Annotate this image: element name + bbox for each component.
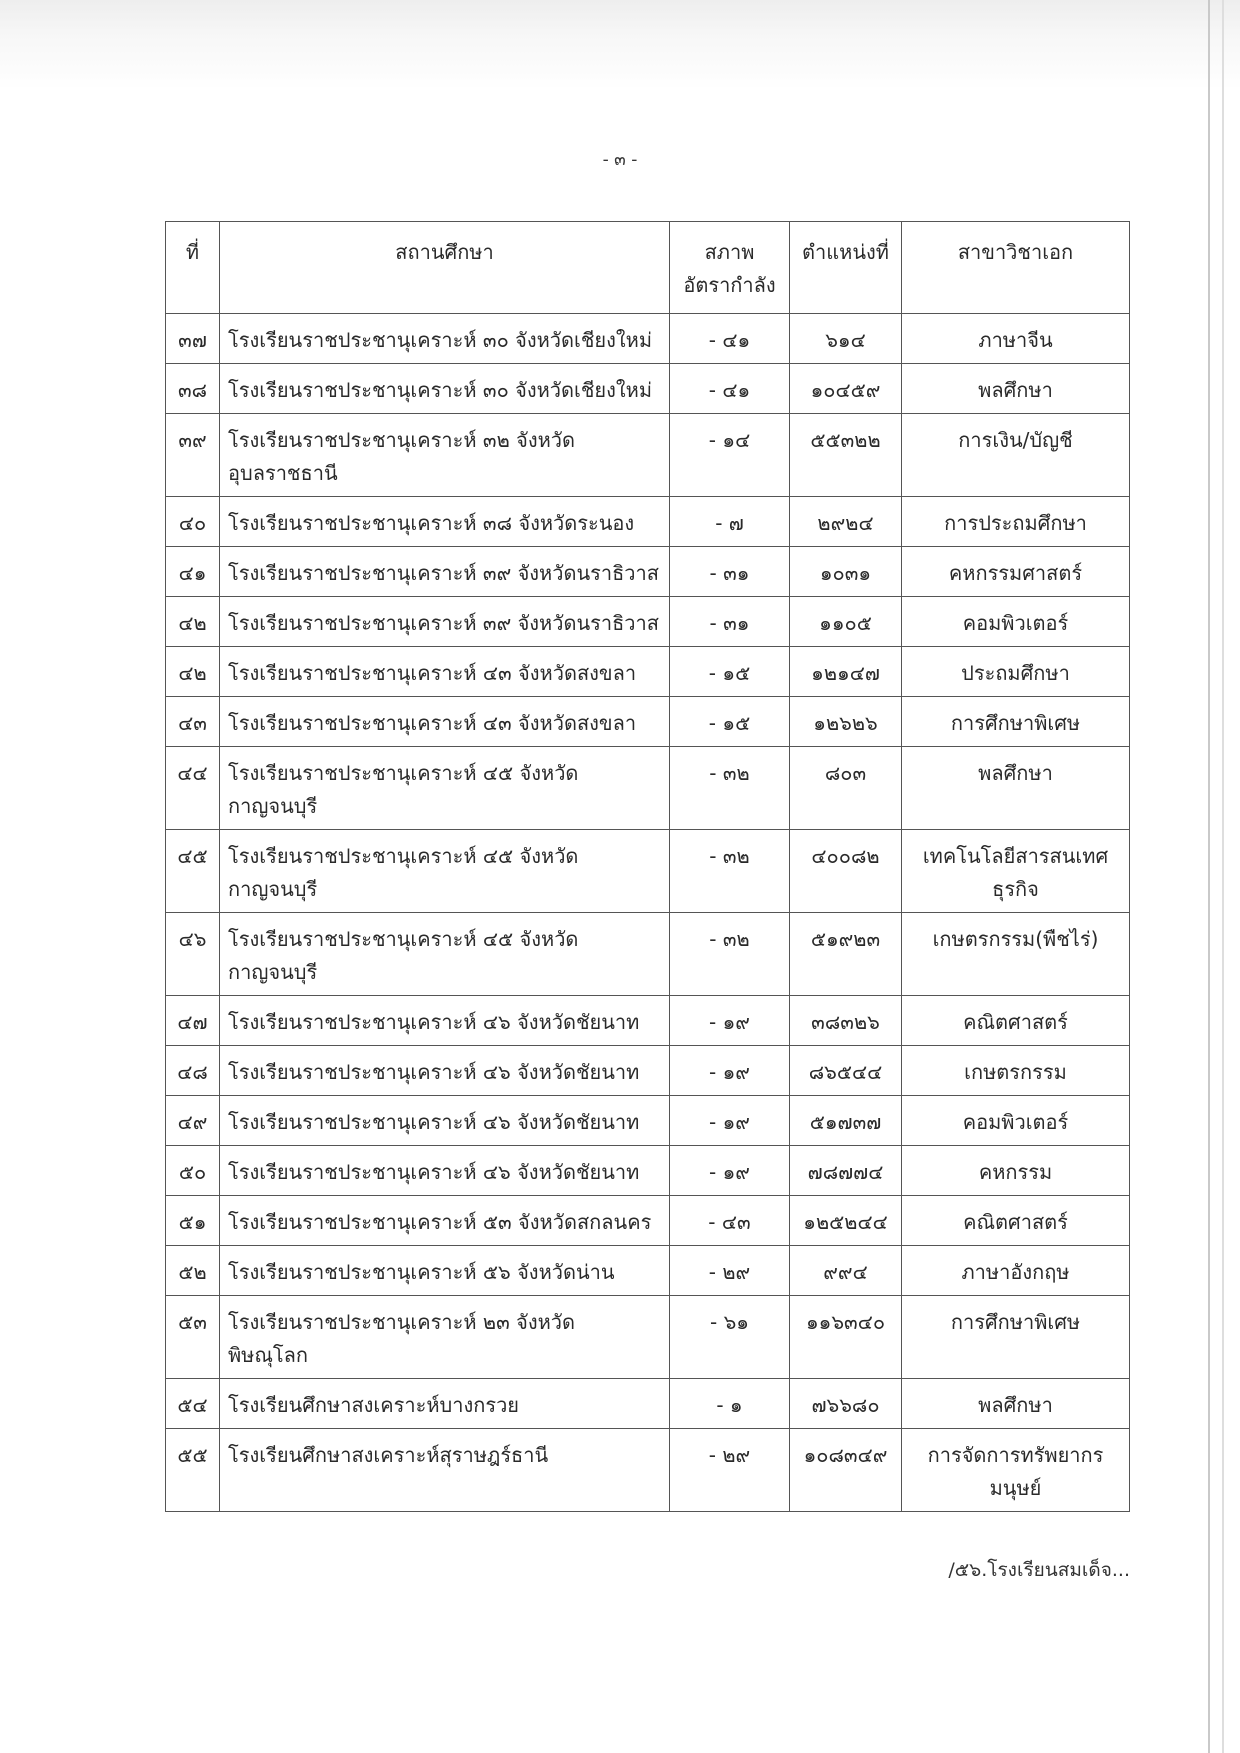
major-subject: พลศึกษา [902,364,1130,414]
position-number: ๕๕๓๒๒ [790,414,902,497]
row-number: ๕๒ [166,1246,220,1296]
position-number: ๔๐๐๘๒ [790,830,902,913]
position-number: ๑๑๖๓๔๐ [790,1296,902,1379]
major-subject: พลศึกษา [902,1379,1130,1429]
row-number: ๔๑ [166,547,220,597]
school-name: โรงเรียนราชประชานุเคราะห์ ๔๖ จังหวัดชัยนาท [220,1046,670,1096]
school-name: โรงเรียนราชประชานุเคราะห์ ๓๐ จังหวัดเชียงใหม่ [220,364,670,414]
staffing-table [165,221,1130,1512]
position-number: ๗๖๖๘๐ [790,1379,902,1429]
major-subject: คณิตศาสตร์ [902,1196,1130,1246]
position-number: ๑๐๘๓๔๙ [790,1429,902,1512]
major-subject: ภาษาอังกฤษ [902,1246,1130,1296]
major-subject: การเงิน/บัญชี [902,414,1130,497]
table-row [166,1046,1130,1096]
staffing-status: - ๓๒ [670,830,790,913]
school-name: โรงเรียนราชประชานุเคราะห์ ๔๓ จังหวัดสงขลา [220,647,670,697]
table-row [166,1296,1130,1379]
staffing-status: - ๑๙ [670,1046,790,1096]
row-number: ๕๓ [166,1296,220,1379]
school-name: โรงเรียนราชประชานุเคราะห์ ๕๓ จังหวัดสกลนคร [220,1196,670,1246]
row-number: ๕๑ [166,1196,220,1246]
row-number: ๔๔ [166,747,220,830]
table-row [166,996,1130,1046]
table-row [166,597,1130,647]
table-row [166,1146,1130,1196]
school-name: โรงเรียนราชประชานุเคราะห์ ๓๐ จังหวัดเชียงใหม่ [220,314,670,364]
school-name: โรงเรียนราชประชานุเคราะห์ ๔๕ จังหวัดกาญจนบุรี [220,747,670,830]
row-number: ๔๕ [166,830,220,913]
table-row [166,1096,1130,1146]
row-number: ๔๓ [166,697,220,747]
position-number: ๙๙๔ [790,1246,902,1296]
row-number: ๔๘ [166,1046,220,1096]
major-subject: เกษตรกรรม(พืชไร่) [902,913,1130,996]
school-name: โรงเรียนราชประชานุเคราะห์ ๔๖ จังหวัดชัยนาท [220,1146,670,1196]
school-name: โรงเรียนราชประชานุเคราะห์ ๒๓ จังหวัด พิษณุโลก [220,1296,670,1379]
position-number: ๗๘๗๗๔ [790,1146,902,1196]
position-number: ๑๒๑๔๗ [790,647,902,697]
position-number: ๑๒๕๒๔๔ [790,1196,902,1246]
table-row [166,364,1130,414]
header-major: สาขาวิชาเอก [902,222,1130,314]
staffing-status: - ๑ [670,1379,790,1429]
school-name: โรงเรียนศึกษาสงเคราะห์บางกรวย [220,1379,670,1429]
row-number: ๓๗ [166,314,220,364]
school-name: โรงเรียนราชประชานุเคราะห์ ๓๙ จังหวัดนราธิวาส [220,597,670,647]
staffing-status: - ๑๕ [670,697,790,747]
staffing-status: - ๑๔ [670,414,790,497]
major-subject: คอมพิวเตอร์ [902,1096,1130,1146]
staffing-status: - ๔๑ [670,364,790,414]
position-number: ๓๘๓๒๖ [790,996,902,1046]
position-number: ๑๐๓๑ [790,547,902,597]
header-status: สภาพ อัตรากำลัง [670,222,790,314]
position-number: ๕๑๙๒๓ [790,913,902,996]
table-row [166,414,1130,497]
table-row [166,1246,1130,1296]
school-name: โรงเรียนศึกษาสงเคราะห์สุราษฎร์ธานี [220,1429,670,1512]
major-subject: การศึกษาพิเศษ [902,1296,1130,1379]
staffing-status: - ๑๙ [670,996,790,1046]
table-row [166,1196,1130,1246]
major-subject: คอมพิวเตอร์ [902,597,1130,647]
major-subject: เทคโนโลยีสารสนเทศ ธุรกิจ [902,830,1130,913]
school-name: โรงเรียนราชประชานุเคราะห์ ๔๓ จังหวัดสงขลา [220,697,670,747]
staffing-status: - ๖๑ [670,1296,790,1379]
school-name: โรงเรียนราชประชานุเคราะห์ ๔๖ จังหวัดชัยนาท [220,996,670,1046]
staffing-status: - ๓๒ [670,913,790,996]
row-number: ๔๒ [166,597,220,647]
staffing-status: - ๓๑ [670,547,790,597]
major-subject: การศึกษาพิเศษ [902,697,1130,747]
staffing-status: - ๓๒ [670,747,790,830]
school-name: โรงเรียนราชประชานุเคราะห์ ๕๖ จังหวัดน่าน [220,1246,670,1296]
position-number: ๕๑๗๓๗ [790,1096,902,1146]
row-number: ๓๘ [166,364,220,414]
major-subject: ภาษาจีน [902,314,1130,364]
page-number: - ๓ - [602,150,638,170]
row-number: ๔๙ [166,1096,220,1146]
major-subject: การประถมศึกษา [902,497,1130,547]
table-row [166,830,1130,913]
header-position: ตำแหน่งที่ [790,222,902,314]
row-number: ๔๐ [166,497,220,547]
position-number: ๑๐๔๕๙ [790,364,902,414]
school-name: โรงเรียนราชประชานุเคราะห์ ๔๕ จังหวัดกาญจนบุรี [220,830,670,913]
table-row [166,697,1130,747]
school-name: โรงเรียนราชประชานุเคราะห์ ๔๕ จังหวัดกาญจนบุรี [220,913,670,996]
staffing-status: - ๓๑ [670,597,790,647]
major-subject: ประถมศึกษา [902,647,1130,697]
header-no: ที่ [166,222,220,314]
position-number: ๖๑๔ [790,314,902,364]
school-name: โรงเรียนราชประชานุเคราะห์ ๔๖ จังหวัดชัยนาท [220,1096,670,1146]
scan-edge-line [1208,0,1210,1753]
table-row [166,1379,1130,1429]
row-number: ๕๐ [166,1146,220,1196]
staffing-status: - ๑๙ [670,1146,790,1196]
table-row [166,497,1130,547]
school-name: โรงเรียนราชประชานุเคราะห์ ๓๘ จังหวัดระนอง [220,497,670,547]
staffing-status: - ๔๑ [670,314,790,364]
scan-shadow [0,0,1240,90]
table-row [166,747,1130,830]
scan-edge-line [1222,0,1224,1753]
row-number: ๓๙ [166,414,220,497]
position-number: ๘๖๕๔๔ [790,1046,902,1096]
position-number: ๑๑๐๕ [790,597,902,647]
table-row [166,647,1130,697]
school-name: โรงเรียนราชประชานุเคราะห์ ๓๒ จังหวัด อุบลราชธานี [220,414,670,497]
row-number: ๕๕ [166,1429,220,1512]
major-subject: การจัดการทรัพยากร มนุษย์ [902,1429,1130,1512]
header-school: สถานศึกษา [220,222,670,314]
continuation-note: /๕๖.โรงเรียนสมเด็จ... [948,1559,1130,1581]
major-subject: พลศึกษา [902,747,1130,830]
table-row [166,314,1130,364]
major-subject: คหกรรมศาสตร์ [902,547,1130,597]
major-subject: เกษตรกรรม [902,1046,1130,1096]
row-number: ๔๒ [166,647,220,697]
school-name: โรงเรียนราชประชานุเคราะห์ ๓๙ จังหวัดนราธิวาส [220,547,670,597]
staffing-status: - ๒๙ [670,1246,790,1296]
staffing-status: - ๒๙ [670,1429,790,1512]
table-row [166,1429,1130,1512]
position-number: ๘๐๓ [790,747,902,830]
staffing-status: - ๗ [670,497,790,547]
table-row [166,547,1130,597]
staffing-status: - ๔๓ [670,1196,790,1246]
major-subject: คหกรรม [902,1146,1130,1196]
table-row [166,913,1130,996]
staffing-status: - ๑๕ [670,647,790,697]
table-body [166,314,1130,1512]
row-number: ๔๖ [166,913,220,996]
row-number: ๕๔ [166,1379,220,1429]
staffing-status: - ๑๙ [670,1096,790,1146]
position-number: ๑๒๖๒๖ [790,697,902,747]
major-subject: คณิตศาสตร์ [902,996,1130,1046]
position-number: ๒๙๒๔ [790,497,902,547]
row-number: ๔๗ [166,996,220,1046]
